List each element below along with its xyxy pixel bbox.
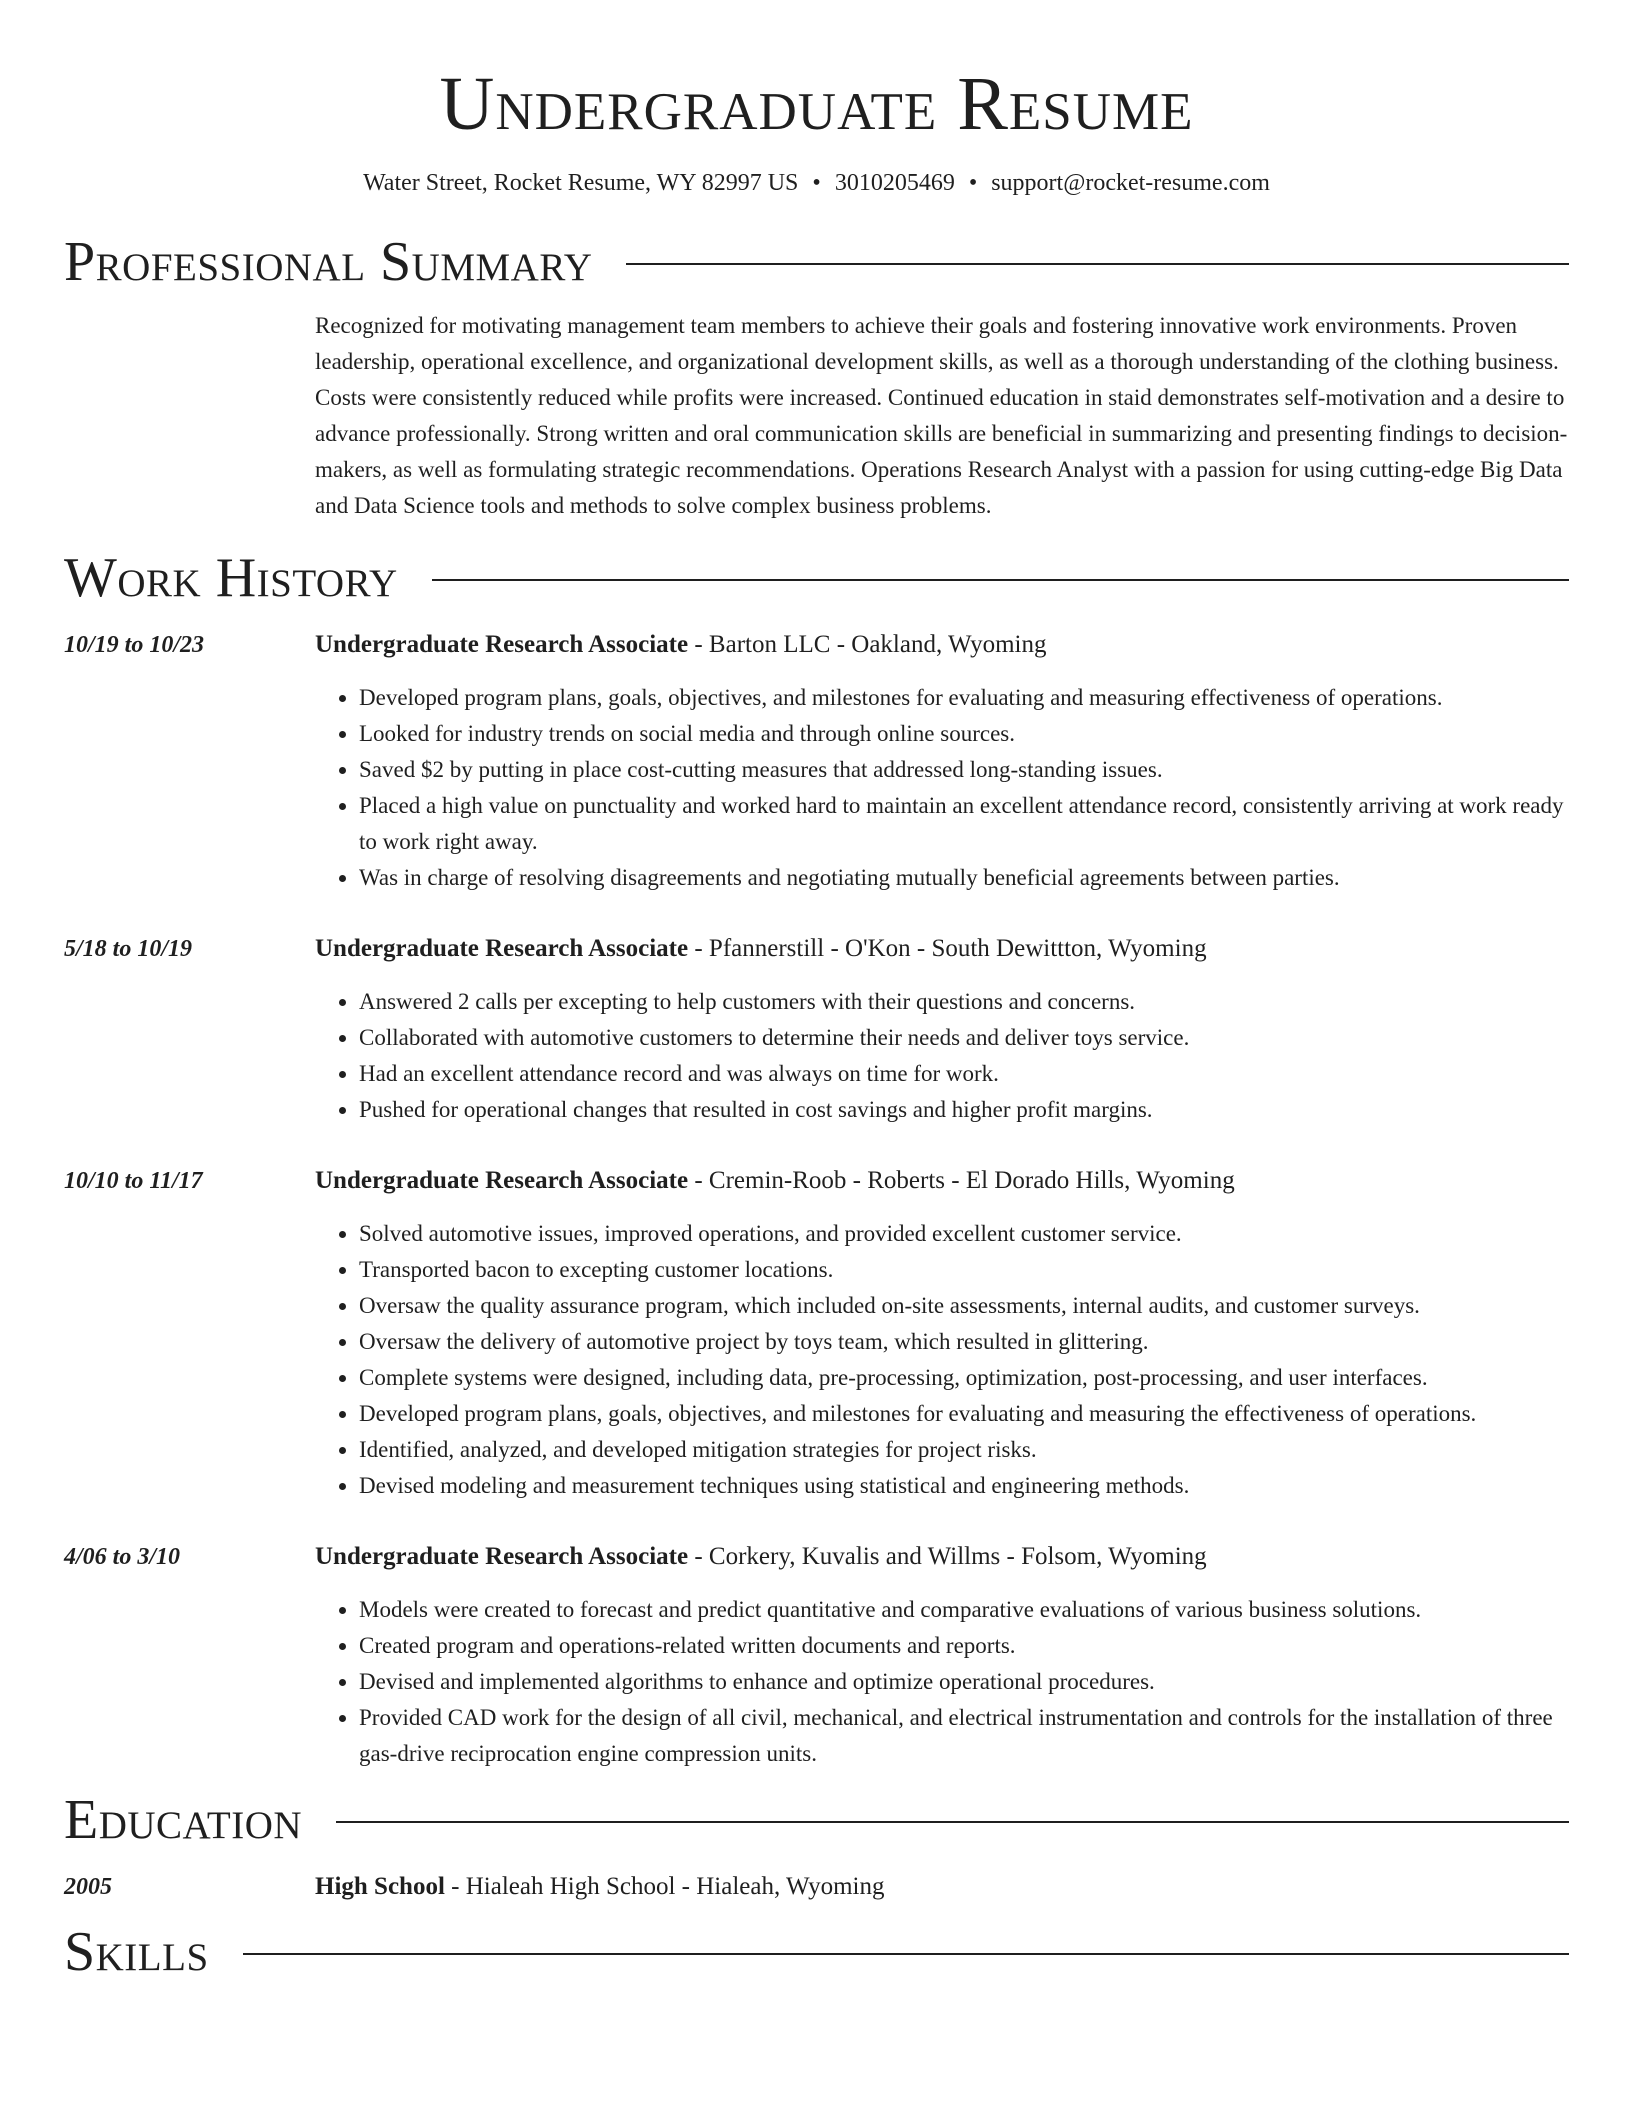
job-employer-location: - Corkery, Kuvalis and Willms - Folsom, Wyoming: [688, 1543, 1207, 1570]
section-divider: [626, 263, 1569, 265]
job-title: Undergraduate Research Associate: [315, 935, 689, 962]
job-bullet: • Identified, analyzed, and developed mitigation strategies for project risks.: [359, 1432, 1569, 1468]
resume-name: Undergraduate Resume: [439, 62, 1194, 146]
job-bullet: • Collaborated with automotive customers to determine their needs and deliver toys service.: [359, 1020, 1569, 1056]
section-divider: [432, 579, 1569, 581]
education-degree: High School: [315, 1873, 445, 1900]
job-title-line: [315, 1540, 1569, 1574]
job-bullet: • Provided CAD work for the design of all civil, mechanical, and electrical instrumentation and controls for the installation of three gas-drive reciprocation engine compression units.: [359, 1700, 1569, 1772]
contact-separator: •: [968, 170, 978, 196]
job-bullet: • Oversaw the quality assurance program, which included on-site assessments, internal audits, and customer surveys.: [359, 1288, 1569, 1324]
job-dates: 10/19 to 10/23: [64, 632, 205, 658]
job-entry: [64, 1164, 1569, 1504]
job-bullet: • Devised and implemented algorithms to enhance and optimize operational procedures.: [359, 1664, 1569, 1700]
job-bullet: • Answered 2 calls per excepting to help customers with their questions and concerns.: [359, 984, 1569, 1020]
job-title-line: [315, 628, 1569, 662]
job-body: [315, 628, 1569, 896]
job-bullet: • Complete systems were designed, including data, pre-processing, optimization, post-processing, and user interfaces.: [359, 1360, 1569, 1396]
contact-phone: 3010205469: [834, 170, 955, 196]
education-details: - Hialeah High School - Hialeah, Wyoming: [444, 1873, 885, 1900]
job-bullet: • Had an excellent attendance record and was always on time for work.: [359, 1056, 1569, 1092]
job-title: Undergraduate Research Associate: [315, 1167, 689, 1194]
section-title-education: Education: [64, 1789, 303, 1851]
job-dates: 10/10 to 11/17: [64, 1168, 203, 1194]
section-header-skills: [64, 1921, 1569, 1983]
contact-email: support@rocket-resume.com: [991, 170, 1270, 196]
job-employer-location: - Barton LLC - Oakland, Wyoming: [688, 631, 1047, 658]
job-bullet: • Was in charge of resolving disagreements and negotiating mutually beneficial agreements between parties.: [359, 860, 1569, 896]
job-bullet: • Devised modeling and measurement techniques using statistical and engineering methods.: [359, 1468, 1569, 1504]
contact-separator: •: [812, 170, 821, 196]
section-title-summary: Professional Summary: [64, 231, 593, 293]
job-employer-location: - Cremin-Roob - Roberts - El Dorado Hills, Wyoming: [688, 1167, 1235, 1194]
education-body: [315, 1870, 1569, 1904]
education-dates: 2005: [64, 1874, 112, 1900]
job-bullet: • Placed a high value on punctuality and worked hard to maintain an excellent attendance record, consistently arriving at work ready to work right away.: [359, 788, 1569, 860]
job-employer-location: - Pfannerstill - O'Kon - South Dewittton, Wyoming: [688, 935, 1207, 962]
job-bullet-list: [315, 1592, 1569, 1772]
job-bullet: • Looked for industry trends on social media and through online sources.: [359, 716, 1569, 752]
job-bullet: • Solved automotive issues, improved operations, and provided excellent customer service.: [359, 1216, 1569, 1252]
education-entry: [64, 1870, 1569, 1904]
education-title-line: [315, 1870, 1569, 1904]
section-title-work: Work History: [64, 547, 398, 609]
summary-paragraph: Recognized for motivating management team members to achieve their goals and fostering innovative work environments. Proven leadership, operational excellence, and organizational development skills, as well as a thorough understanding of the clothing business. Costs were consistently reduced while profits were increased. Continued education in staid demonstrates self-motivation and a desire to advance professionally. Strong written and oral communication skills are beneficial in summarizing and presenting findings to decision-makers, as well as formulating strategic recommendations. Operations Research Analyst with a passion for using cutting-edge Big Data and Data Science tools and methods to solve complex business problems.: [315, 313, 1568, 518]
section-title-skills: Skills: [64, 1921, 209, 1983]
job-bullet: • Saved $2 by putting in place cost-cutting measures that addressed long-standing issues.: [359, 752, 1569, 788]
job-body: [315, 1164, 1569, 1504]
job-title-line: [315, 932, 1569, 966]
contact-line: [64, 168, 1569, 198]
contact-address: Water Street, Rocket Resume, WY 82997 US: [363, 170, 799, 196]
job-bullet: • Created program and operations-related written documents and reports.: [359, 1628, 1569, 1664]
work-history-list: [64, 628, 1569, 1772]
job-dates: 5/18 to 10/19: [64, 936, 193, 962]
job-title: Undergraduate Research Associate: [315, 1543, 689, 1570]
job-bullet: • Developed program plans, goals, objectives, and milestones for evaluating and measuring effectiveness of operations.: [359, 680, 1569, 716]
job-bullet: • Transported bacon to excepting customer locations.: [359, 1252, 1569, 1288]
job-entry: [64, 932, 1569, 1128]
job-bullet: • Oversaw the delivery of automotive project by toys team, which resulted in glittering.: [359, 1324, 1569, 1360]
job-title-line: [315, 1164, 1569, 1198]
job-bullet: • Pushed for operational changes that resulted in cost savings and higher profit margins.: [359, 1092, 1569, 1128]
job-bullet: • Developed program plans, goals, objectives, and milestones for evaluating and measuring the effectiveness of operations.: [359, 1396, 1569, 1432]
job-bullet-list: [315, 1216, 1569, 1504]
job-body: [315, 932, 1569, 1128]
job-body: [315, 1540, 1569, 1772]
job-entry: [64, 1540, 1569, 1772]
section-header-education: [64, 1789, 1569, 1851]
section-header-summary: [64, 231, 1569, 293]
section-divider: [243, 1953, 1569, 1955]
job-dates: 4/06 to 3/10: [64, 1544, 181, 1570]
job-bullet-list: [315, 984, 1569, 1128]
job-title: Undergraduate Research Associate: [315, 631, 689, 658]
job-entry: [64, 628, 1569, 896]
job-bullet-list: [315, 680, 1569, 896]
job-bullet: • Models were created to forecast and predict quantitative and comparative evaluations of various business solutions.: [359, 1592, 1569, 1628]
section-divider: [336, 1821, 1569, 1823]
section-header-work: [64, 547, 1569, 609]
